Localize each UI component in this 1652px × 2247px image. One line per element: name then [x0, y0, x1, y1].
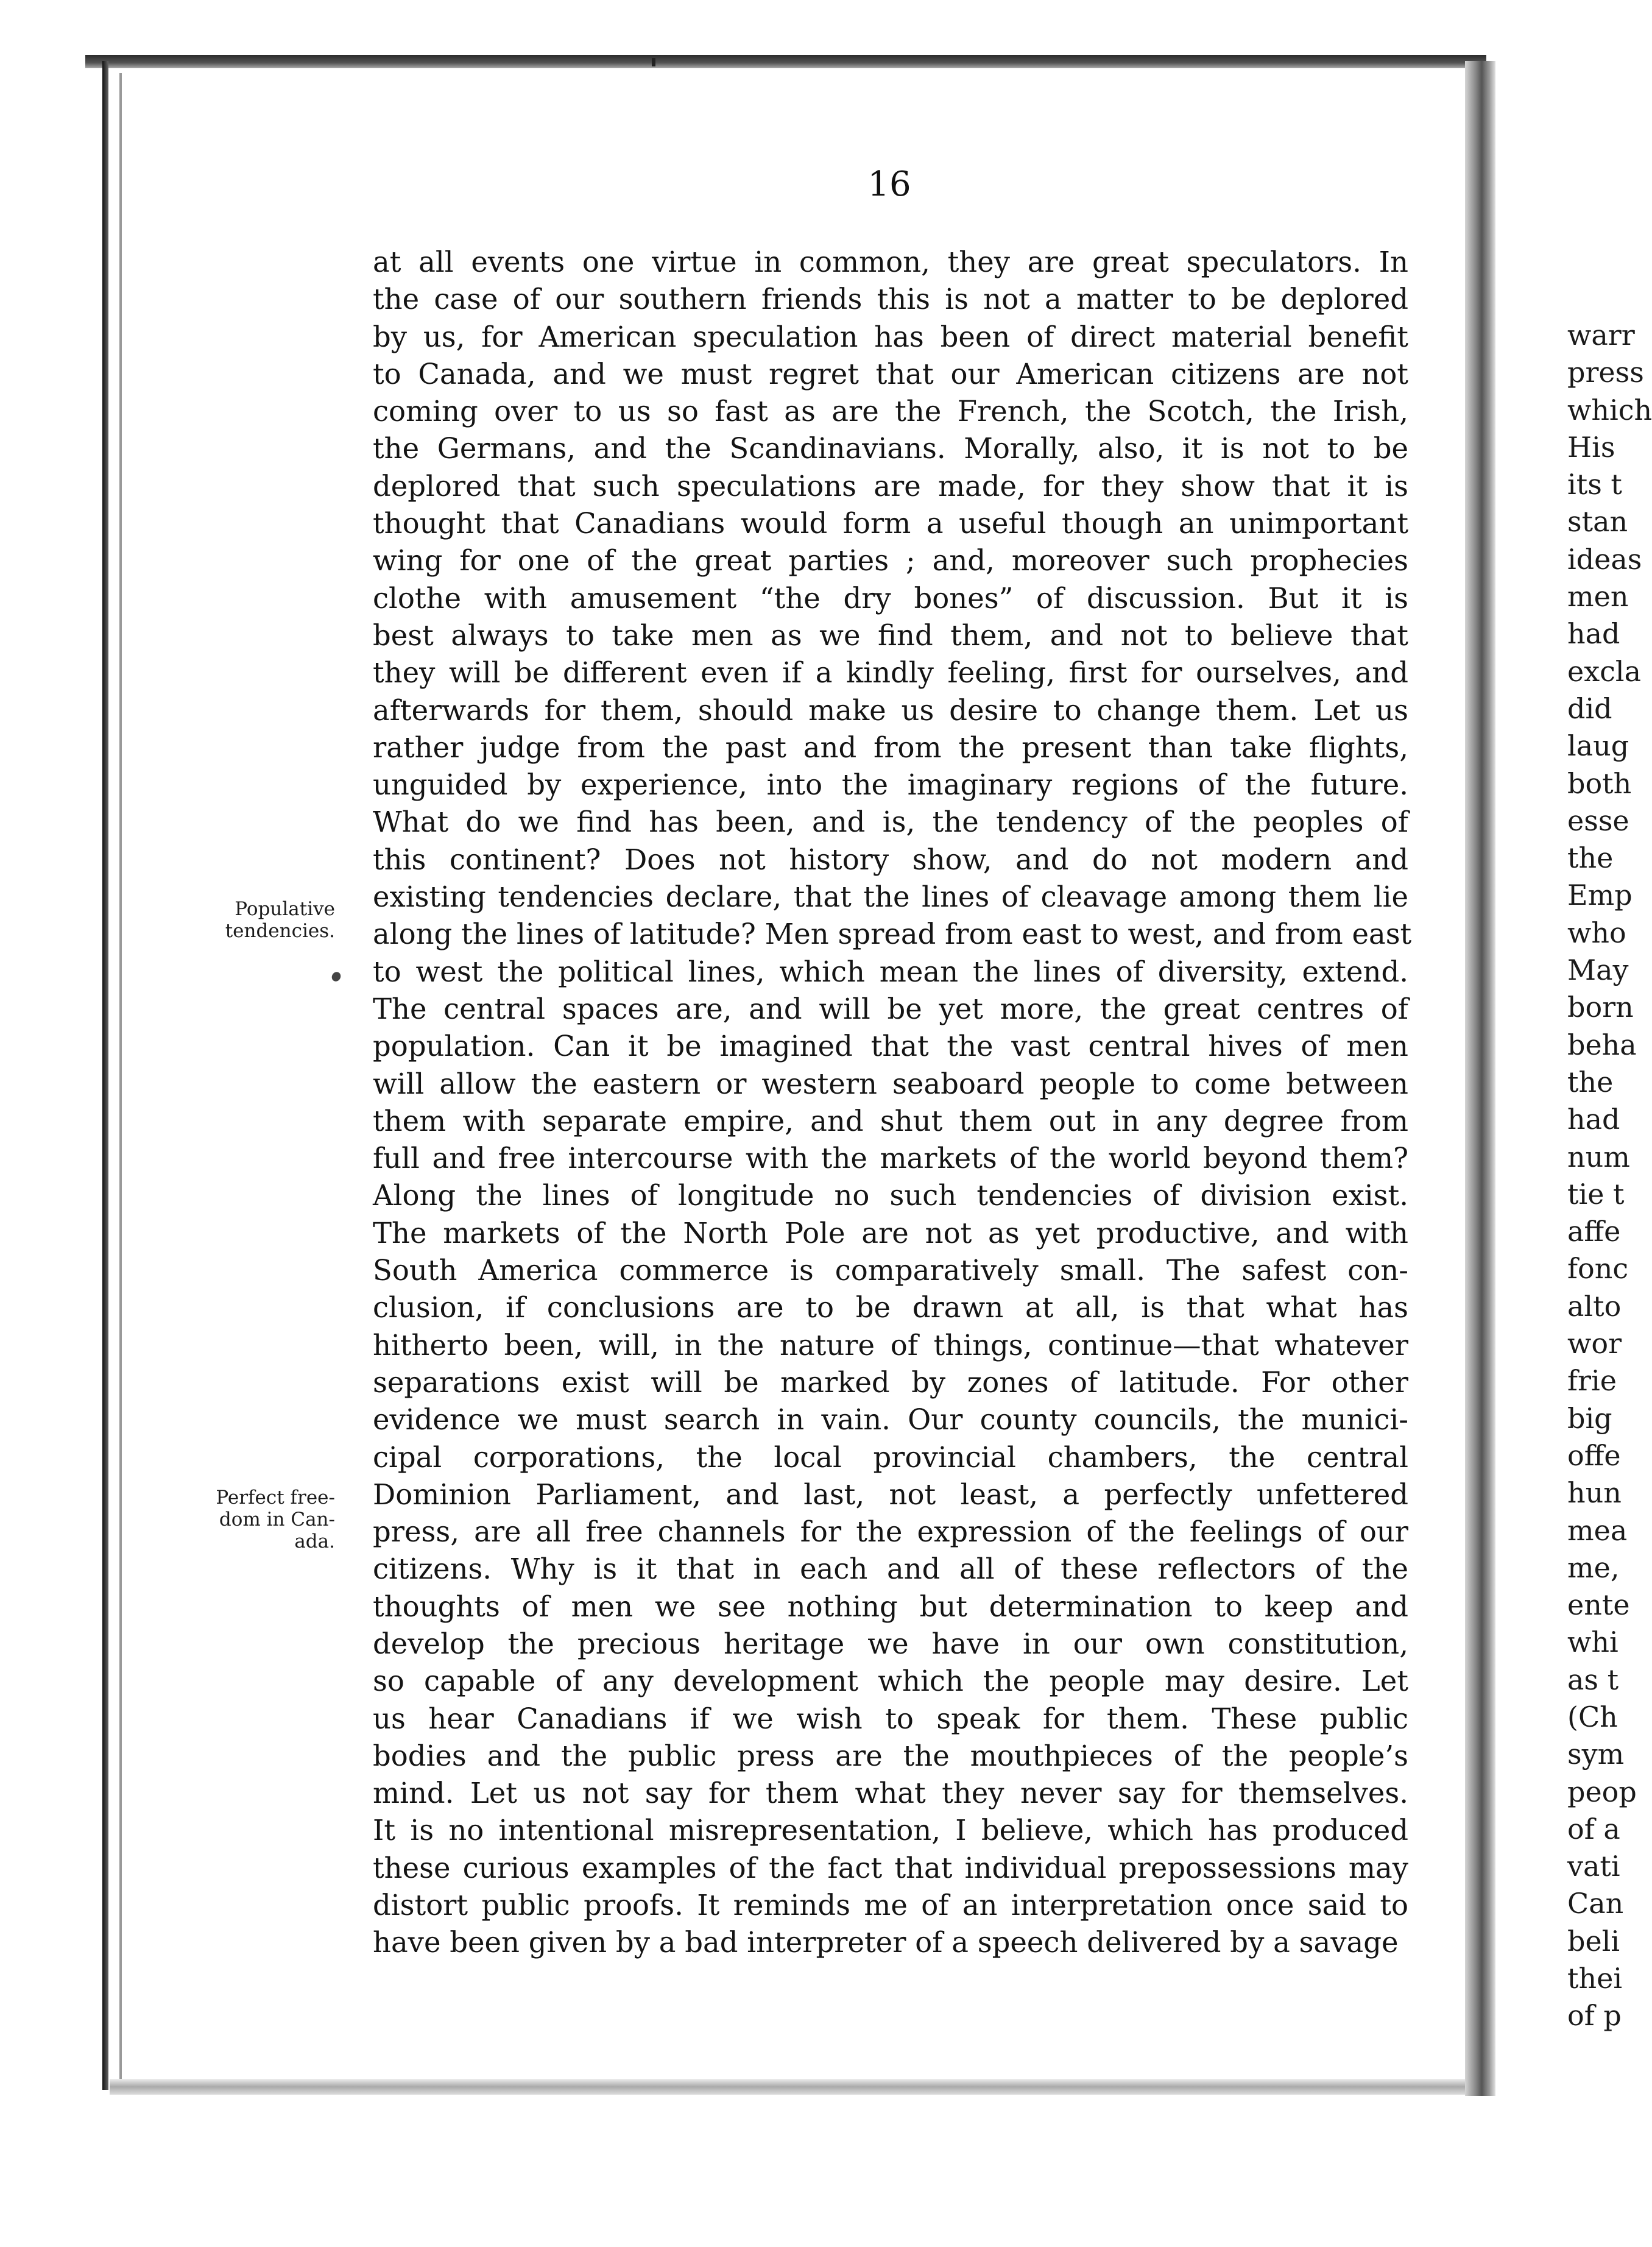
text-line: the Germans, and the Scandinavians. Morally, also, it is not to be [373, 432, 1408, 465]
scan-left-border [102, 61, 108, 2090]
adjacent-text-fragment: which [1567, 393, 1652, 426]
adjacent-text-fragment: of a [1567, 1812, 1620, 1845]
text-line: thought that Canadians would form a useful though an unimportant [373, 507, 1408, 540]
margin-note-line: Populative [235, 898, 335, 920]
text-line: Along the lines of longitude no such tendencies of division exist. [373, 1179, 1408, 1212]
adjacent-text-fragment: who [1567, 916, 1626, 949]
margin-note-line: ada. [294, 1530, 335, 1552]
margin-note-line: dom in Can- [219, 1509, 335, 1530]
text-line: What do we find has been, and is, the tendency of the peoples of [373, 805, 1408, 839]
book-spine-gutter [1465, 61, 1495, 2096]
adjacent-text-fragment: hun [1567, 1476, 1622, 1510]
adjacent-text-fragment: big [1567, 1401, 1612, 1435]
text-line: by us, for American speculation has been of direct material benefit [373, 320, 1408, 353]
adjacent-text-fragment: excla [1567, 654, 1642, 688]
text-line: afterwards for them, should make us desire to change them. Let us [373, 693, 1408, 727]
text-line: develop the precious heritage we have in our own constitution, [373, 1627, 1408, 1660]
adjacent-text-fragment: born [1567, 991, 1634, 1024]
text-line: deplored that such speculations are made, for they show that it is [373, 469, 1408, 503]
text-line: The markets of the North Pole are not as yet productive, and with [373, 1216, 1408, 1250]
text-line: press, are all free channels for the expression of the feelings of our [373, 1515, 1408, 1549]
text-line: them with separate empire, and shut them out in any degree from [373, 1104, 1408, 1138]
scan-top-border [85, 55, 1486, 68]
text-line: distort public proofs. It reminds me of an interpretation once said to [373, 1889, 1408, 1922]
adjacent-text-fragment: whi [1567, 1626, 1618, 1659]
adjacent-text-fragment: (Ch [1567, 1700, 1618, 1733]
text-line: will allow the eastern or western seaboard people to come between [373, 1067, 1408, 1100]
adjacent-text-fragment: mea [1567, 1513, 1628, 1547]
text-line: thoughts of men we see nothing but determination to keep and [373, 1590, 1408, 1623]
scan-bottom-border [110, 2079, 1480, 2095]
body-text [373, 244, 1412, 1962]
adjacent-text-fragment: me, [1567, 1551, 1620, 1584]
text-line: The central spaces are, and will be yet more, the great centres of [373, 992, 1408, 1025]
text-line: us hear Canadians if we wish to speak for them. These public [373, 1702, 1408, 1735]
text-line: so capable of any development which the people may desire. Let [373, 1665, 1408, 1698]
text-line: clusion, if conclusions are to be drawn at all, is that what has [373, 1291, 1408, 1325]
text-line: at all events one virtue in common, they are great speculators. In [373, 246, 1408, 278]
adjacent-text-fragment: the [1567, 1065, 1614, 1099]
adjacent-text-fragment: His [1567, 430, 1615, 464]
text-line: along the lines of latitude? Men spread from east to west, and from east [373, 918, 1412, 951]
adjacent-text-fragment: as t [1567, 1663, 1619, 1696]
text-line: bodies and the public press are the mouthpieces of the people’s [373, 1739, 1408, 1772]
text-line: have been given by a bad interpreter of a speech delivered by a savage [373, 1926, 1399, 1959]
adjacent-text-fragment: warr [1567, 319, 1635, 352]
adjacent-text-fragment: laug [1567, 729, 1629, 763]
text-line: to west the political lines, which mean the lines of diversity, extend. [373, 955, 1408, 988]
adjacent-text-fragment: press [1567, 356, 1644, 389]
adjacent-text-fragment: beha [1567, 1028, 1637, 1061]
adjacent-text-fragment: of p [1567, 1999, 1622, 2033]
text-line: coming over to us so fast as are the French, the Scotch, the Irish, [373, 395, 1408, 428]
adjacent-text-fragment: num [1567, 1140, 1630, 1173]
margin-note-populative-tendencies [171, 898, 335, 942]
adjacent-text-fragment: vati [1567, 1850, 1620, 1883]
adjacent-page-text [1567, 317, 1652, 2035]
text-line: citizens. Why is it that in each and all of these reflectors of the [373, 1552, 1408, 1586]
adjacent-text-fragment: sym [1567, 1738, 1625, 1771]
page-number: 16 [867, 165, 911, 204]
adjacent-text-fragment: alto [1567, 1289, 1622, 1323]
adjacent-text-fragment: frie [1567, 1364, 1617, 1398]
margin-note-line: tendencies. [225, 920, 335, 942]
adjacent-text-fragment: the [1567, 841, 1614, 875]
adjacent-text-fragment: May [1567, 954, 1629, 987]
text-line: clothe with amusement “the dry bones” of discussion. But it is [373, 581, 1408, 615]
text-line: hitherto been, will, in the nature of things, continue—that whatever [373, 1328, 1408, 1362]
adjacent-text-fragment: wor [1567, 1327, 1622, 1361]
adjacent-text-fragment: beli [1567, 1924, 1620, 1958]
text-line: the case of our southern friends this is not a matter to be deplored [373, 283, 1408, 316]
margin-note-line: Perfect free- [216, 1487, 335, 1509]
adjacent-text-fragment: men [1567, 580, 1629, 614]
text-line: they will be different even if a kindly feeling, first for ourselves, and [373, 656, 1408, 690]
adjacent-text-fragment: ideas [1567, 542, 1642, 576]
text-line: this continent? Does not history show, and do not modern and [373, 843, 1408, 876]
adjacent-text-fragment: Emp [1567, 879, 1633, 912]
adjacent-text-fragment: had [1567, 1103, 1620, 1136]
text-line: evidence we must search in vain. Our county councils, the munici- [373, 1403, 1408, 1437]
margin-note-perfect-freedom [171, 1487, 335, 1552]
adjacent-text-fragment: peop [1567, 1775, 1637, 1808]
adjacent-text-fragment: esse [1567, 804, 1629, 837]
adjacent-page [1495, 73, 1652, 2096]
adjacent-text-fragment: fonc [1567, 1252, 1629, 1286]
text-line: wing for one of the great parties ; and, moreover such prophecies [373, 544, 1408, 578]
adjacent-text-fragment: affe [1567, 1215, 1621, 1248]
text-line: full and free intercourse with the markets of the world beyond them? [373, 1142, 1408, 1175]
text-line: cipal corporations, the local provincial chambers, the central [373, 1440, 1408, 1474]
text-line: Dominion Parliament, and last, not least, a perfectly unfettered [373, 1477, 1408, 1511]
text-line: separations exist will be marked by zones of latitude. For other [373, 1365, 1408, 1399]
adjacent-text-fragment: both [1567, 766, 1632, 800]
adjacent-text-fragment: Can [1567, 1887, 1624, 1920]
text-line: best always to take men as we find them, and not to believe that [373, 618, 1408, 652]
text-line: to Canada, and we must regret that our American citizens are not [373, 357, 1408, 391]
adjacent-text-fragment: had [1567, 617, 1620, 651]
scan-speck [652, 58, 655, 66]
text-line: population. Can it be imagined that the vast central hives of men [373, 1030, 1408, 1063]
text-line: mind. Let us not say for them what they never say for themselves. [373, 1777, 1408, 1810]
text-line: existing tendencies declare, that the lines of cleavage among them lie [373, 880, 1408, 914]
adjacent-text-fragment: tie t [1567, 1177, 1625, 1211]
text-line: unguided by experience, into the imaginary regions of the future. [373, 768, 1408, 802]
text-line: South America commerce is comparatively small. The safest con- [373, 1254, 1408, 1287]
text-line: these curious examples of the fact that individual prepossessions may [373, 1851, 1408, 1884]
adjacent-text-fragment: ente [1567, 1588, 1630, 1622]
adjacent-text-fragment: stan [1567, 505, 1628, 539]
adjacent-text-fragment: offe [1567, 1438, 1621, 1472]
text-line: It is no intentional misrepresentation, I believe, which has produced [373, 1814, 1408, 1847]
adjacent-text-fragment: thei [1567, 1962, 1623, 1995]
text-line: rather judge from the past and from the present than take flights, [373, 731, 1408, 764]
adjacent-text-fragment: its t [1567, 468, 1622, 501]
adjacent-text-fragment: did [1567, 692, 1612, 725]
